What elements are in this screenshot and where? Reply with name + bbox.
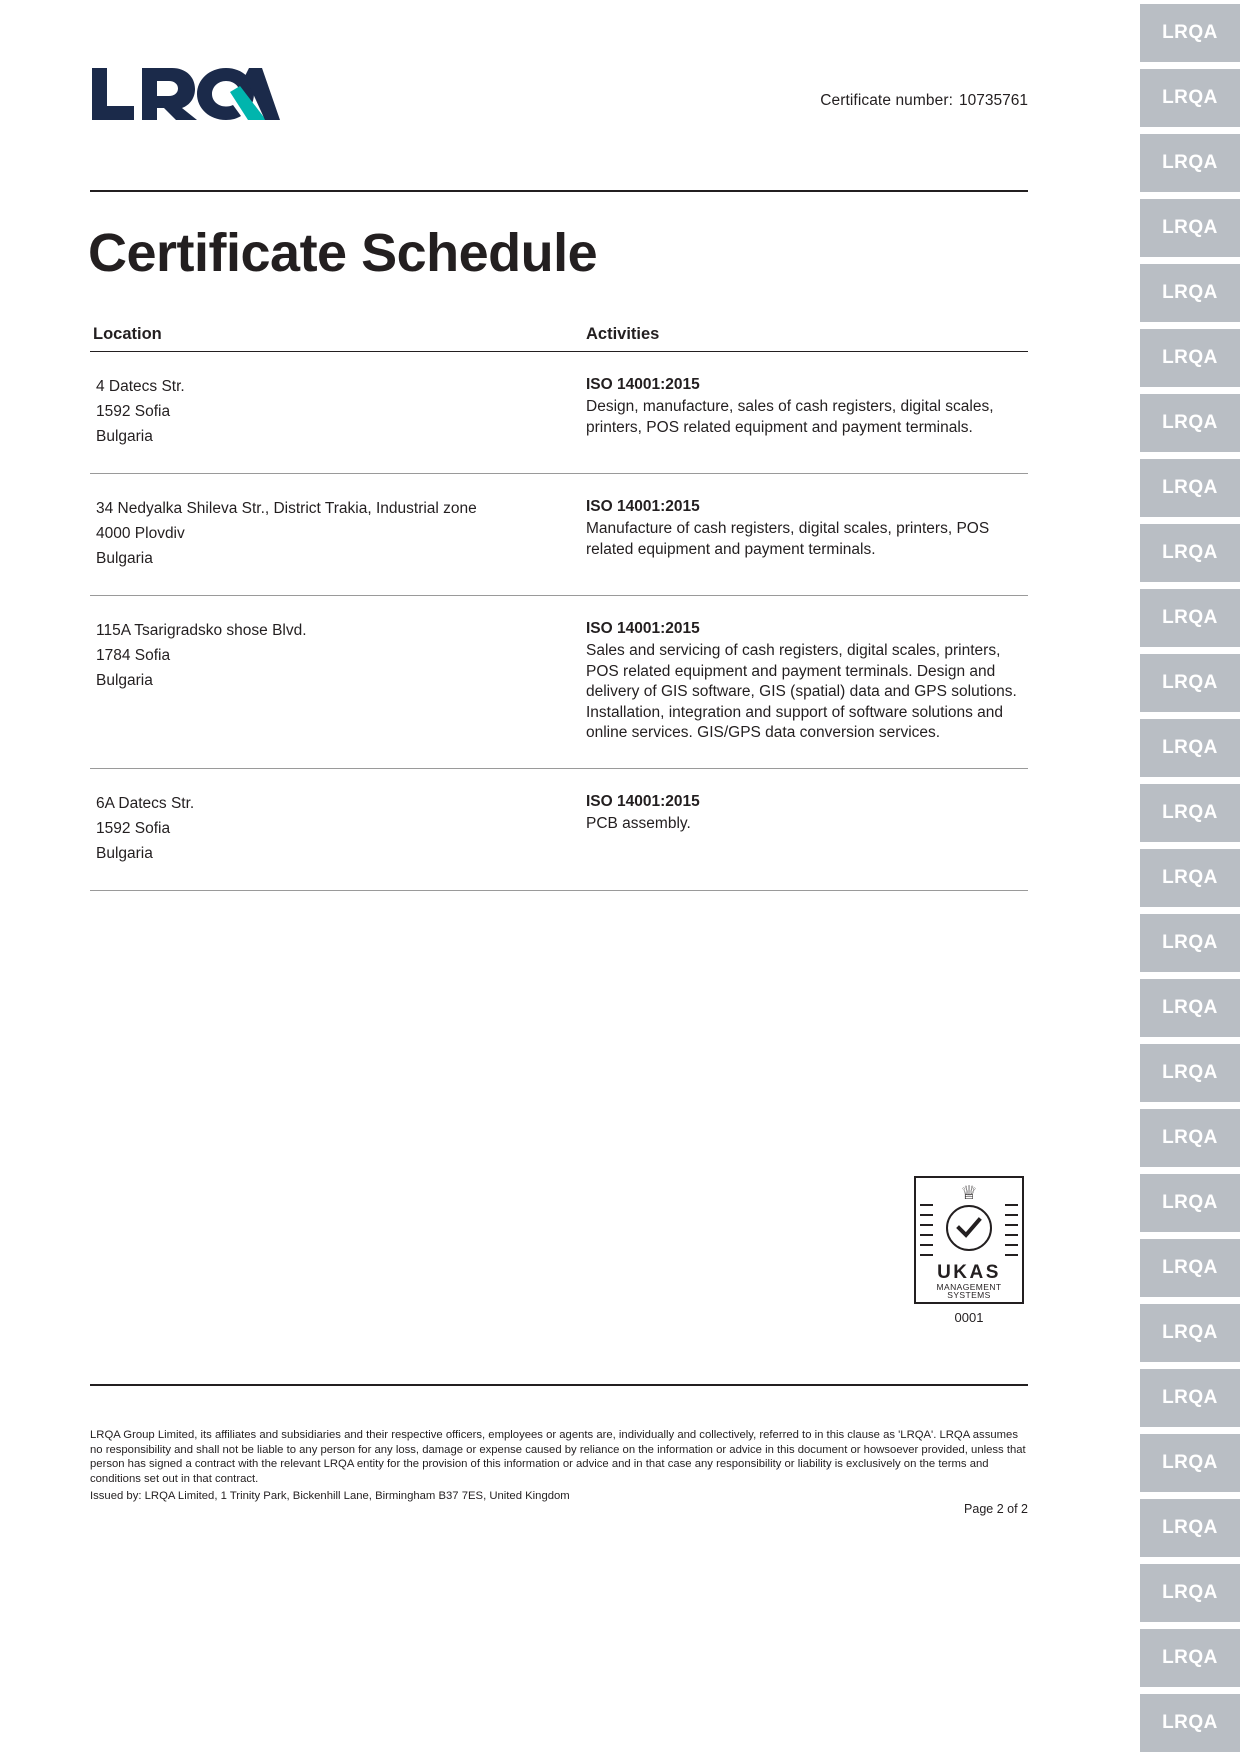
watermark-text: LRQA	[1162, 1257, 1218, 1278]
watermark-tile	[1140, 264, 1240, 322]
location-line: Bulgaria	[96, 428, 153, 445]
watermark-text: LRQA	[1162, 672, 1218, 693]
page-header	[90, 0, 1080, 150]
watermark-tile	[1140, 1239, 1240, 1297]
activity-description: Design, manufacture, sales of cash registers, digital scales, printers, POS related equipment and payment terminals.	[586, 398, 994, 436]
watermark-tile	[1140, 1044, 1240, 1102]
table-row	[90, 352, 1028, 474]
location-cell	[90, 374, 586, 449]
watermark-text: LRQA	[1162, 347, 1218, 368]
ukas-name: UKAS	[937, 1262, 1001, 1283]
watermark-text: LRQA	[1162, 477, 1218, 498]
watermark-text: LRQA	[1162, 412, 1218, 433]
watermark-text: LRQA	[1162, 932, 1218, 953]
standard-label: ISO 14001:2015	[586, 620, 700, 637]
watermark-tile	[1140, 589, 1240, 647]
watermark-text: LRQA	[1162, 152, 1218, 173]
watermark-text: LRQA	[1162, 1582, 1218, 1603]
check-icon	[946, 1205, 992, 1251]
ukas-accreditation-mark	[908, 1176, 1030, 1325]
schedule-table	[90, 325, 1028, 891]
standard-label: ISO 14001:2015	[586, 498, 700, 515]
watermark-text: LRQA	[1162, 1127, 1218, 1148]
watermark-tile	[1140, 69, 1240, 127]
watermark-text: LRQA	[1162, 282, 1218, 303]
certificate-number	[820, 92, 1028, 110]
watermark-tile	[1140, 849, 1240, 907]
location-line: 1784 Sofia	[96, 647, 171, 664]
watermark-text: LRQA	[1162, 1517, 1218, 1538]
crown-icon: ♕	[960, 1183, 978, 1204]
watermark-strip	[1140, 0, 1240, 1752]
watermark-tile	[1140, 329, 1240, 387]
footer-divider	[90, 1384, 1028, 1386]
watermark-text: LRQA	[1162, 22, 1218, 43]
watermark-text: LRQA	[1162, 607, 1218, 628]
watermark-tile	[1140, 134, 1240, 192]
page-title: Certificate Schedule	[88, 223, 598, 283]
watermark-text: LRQA	[1162, 1387, 1218, 1408]
standard-label: ISO 14001:2015	[586, 376, 700, 393]
watermark-text: LRQA	[1162, 87, 1218, 108]
location-line: Bulgaria	[96, 844, 153, 862]
column-header-location: Location	[93, 325, 162, 343]
location-line: 4000 Plovdiv	[96, 525, 185, 542]
ukas-logo-box	[914, 1176, 1024, 1304]
location-line: 6A Datecs Str.	[96, 794, 195, 812]
watermark-text: LRQA	[1162, 1712, 1218, 1733]
watermark-tile	[1140, 719, 1240, 777]
certificate-number-label: Certificate number:	[820, 92, 954, 109]
table-row	[90, 474, 1028, 596]
location-line: 34 Nedyalka Shileva Str., District Trakia, Industrial zone	[96, 500, 477, 517]
location-cell	[90, 618, 586, 744]
standard-label: ISO 14001:2015	[586, 792, 700, 810]
watermark-tile	[1140, 914, 1240, 972]
activity-description: Sales and servicing of cash registers, digital scales, printers, POS related equipment and payment terminals. Design and delivery of GIS software, GIS (spatial) data and GPS solutions. Installation, integration and support of software solutions and online services. GIS/GPS data conversion services.	[586, 642, 1017, 741]
column-header-activities: Activities	[586, 325, 660, 343]
activities-cell	[586, 791, 1028, 866]
watermark-tile	[1140, 1694, 1240, 1752]
watermark-text: LRQA	[1162, 802, 1218, 823]
watermark-tile	[1140, 1304, 1240, 1362]
certificate-number-value: 10735761	[959, 92, 1028, 109]
watermark-tile	[1140, 979, 1240, 1037]
watermark-text: LRQA	[1162, 1192, 1218, 1213]
table-row	[90, 596, 1028, 769]
watermark-tile	[1140, 1174, 1240, 1232]
watermark-text: LRQA	[1162, 1062, 1218, 1083]
ukas-left-ticks	[920, 1204, 936, 1256]
watermark-tile	[1140, 1499, 1240, 1557]
watermark-text: LRQA	[1162, 1322, 1218, 1343]
table-header-row	[90, 325, 1028, 352]
watermark-text: LRQA	[1162, 217, 1218, 238]
location-line: 1592 Sofia	[96, 403, 171, 420]
watermark-tile	[1140, 459, 1240, 517]
ukas-subtitle-line1: MANAGEMENT	[936, 1282, 1002, 1292]
watermark-text: LRQA	[1162, 867, 1218, 888]
watermark-tile	[1140, 654, 1240, 712]
footer-disclaimer: LRQA Group Limited, its affiliates and subsidiaries and their respective officers, employees or agents are, individually and collectively, referred to in this clause as 'LRQA'. LRQA assumes no responsibility and shall not be liable to any person for any loss, damage or expense caused by reliance on the information or advice in this document or howsoever provided, unless that person has signed a contract with the relevant LRQA entity for the provision of this information or advice and in that case any responsibility or liability is exclusively on the terms and conditions set out in that contract.	[90, 1429, 1026, 1485]
activity-description: Manufacture of cash registers, digital scales, printers, POS related equipment and payment terminals.	[586, 520, 990, 558]
activities-cell	[586, 618, 1028, 744]
table-body	[90, 352, 1028, 891]
activities-cell	[586, 374, 1028, 449]
watermark-tile	[1140, 1629, 1240, 1687]
ukas-subtitle-line2: SYSTEMS	[947, 1290, 991, 1300]
watermark-tile	[1140, 1109, 1240, 1167]
ukas-right-ticks	[1002, 1204, 1018, 1256]
page-footer	[90, 1428, 1030, 1504]
watermark-tile	[1140, 1564, 1240, 1622]
page-number: Page 2 of 2	[964, 1502, 1028, 1516]
watermark-text: LRQA	[1162, 737, 1218, 758]
activities-cell	[586, 496, 1028, 571]
location-line: 115A Tsarigradsko shose Blvd.	[96, 622, 307, 639]
table-row	[90, 769, 1028, 891]
watermark-text: LRQA	[1162, 1647, 1218, 1668]
activity-description: PCB assembly.	[586, 814, 691, 832]
watermark-tile	[1140, 199, 1240, 257]
watermark-text: LRQA	[1162, 542, 1218, 563]
watermark-tile	[1140, 784, 1240, 842]
watermark-tile	[1140, 524, 1240, 582]
footer-issued-by: Issued by: LRQA Limited, 1 Trinity Park, Bickenhill Lane, Birmingham B37 7ES, United Kingdom	[90, 1490, 570, 1502]
header-divider	[90, 190, 1028, 192]
watermark-tile	[1140, 1369, 1240, 1427]
lrqa-logo	[90, 62, 280, 124]
watermark-tile	[1140, 394, 1240, 452]
location-line: 1592 Sofia	[96, 819, 171, 837]
location-line: 4 Datecs Str.	[96, 378, 185, 395]
location-cell	[90, 496, 586, 571]
watermark-tile	[1140, 1434, 1240, 1492]
ukas-code: 0001	[954, 1310, 984, 1325]
watermark-text: LRQA	[1162, 1452, 1218, 1473]
watermark-text: LRQA	[1162, 997, 1218, 1018]
location-cell	[90, 791, 586, 866]
watermark-tile	[1140, 4, 1240, 62]
location-line: Bulgaria	[96, 672, 153, 689]
location-line: Bulgaria	[96, 550, 153, 567]
